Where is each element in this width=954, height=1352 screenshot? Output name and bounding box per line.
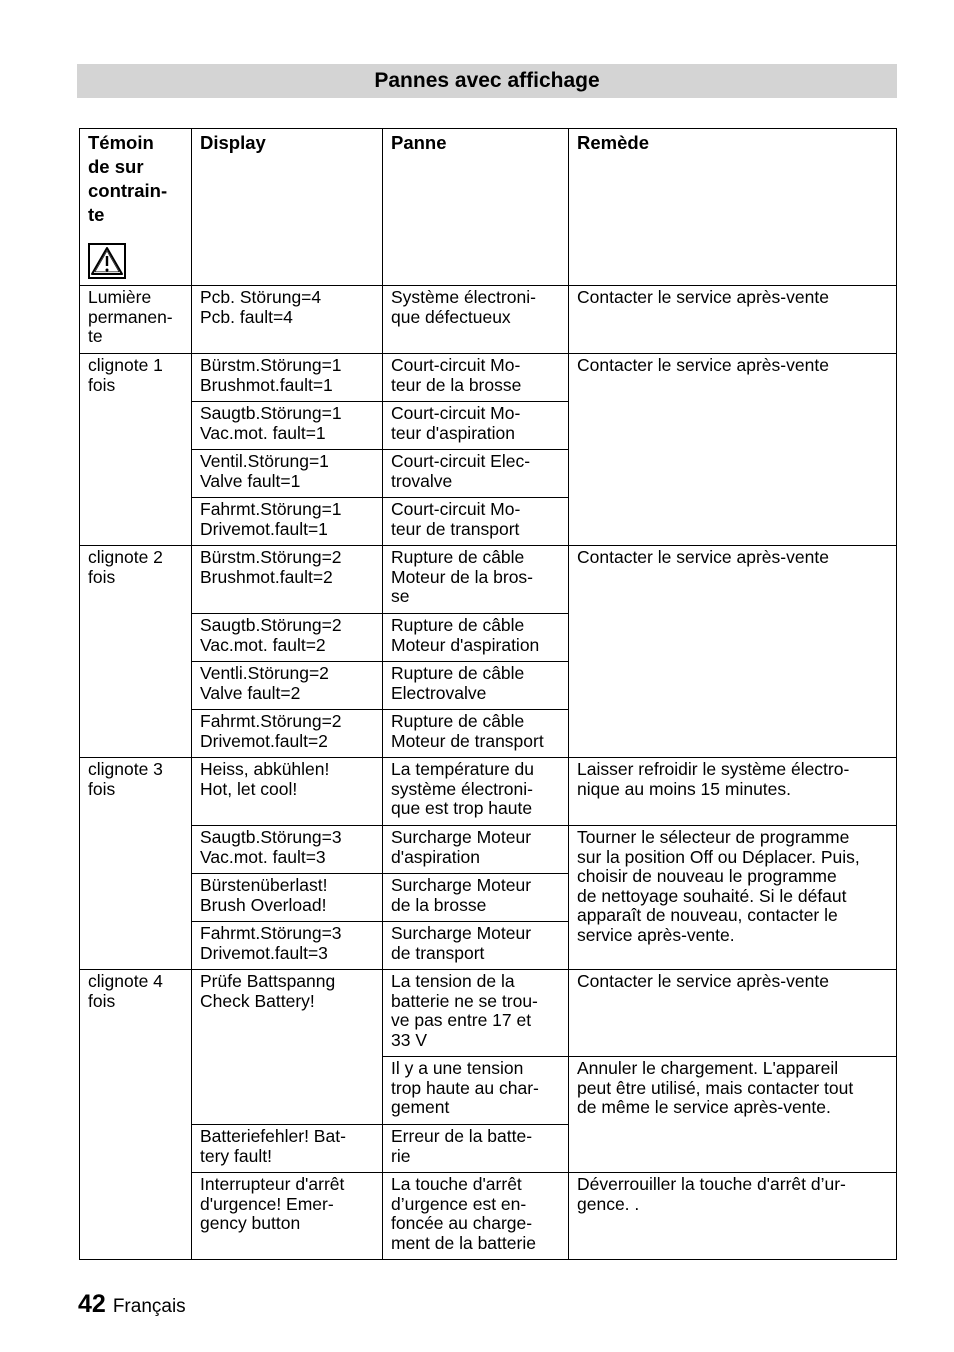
page-footer [78, 1290, 186, 1319]
table-row [80, 286, 897, 354]
panne-cell: Surcharge Moteur de transport [383, 922, 569, 970]
table-row [80, 1173, 897, 1260]
remede-cell: Contacter le service après-vente [569, 970, 897, 1057]
panne-cell: La température du système électroni- que est trop haute [383, 758, 569, 826]
panne-cell: Il y a une tension trop haute au char- gement [383, 1057, 569, 1125]
panne-cell: Court-circuit Mo- teur de transport [383, 498, 569, 546]
panne-cell: Système électroni- que défectueux [383, 286, 569, 354]
display-cell: Pcb. Störung=4 Pcb. fault=4 [192, 286, 383, 354]
remede-cell: Déverrouiller la touche d'arrêt d’ur- gence. . [569, 1173, 897, 1260]
display-cell: Saugtb.Störung=2 Vac.mot. fault=2 [192, 614, 383, 662]
display-cell: Heiss, abkühlen! Hot, let cool! [192, 758, 383, 826]
table-row [80, 758, 897, 826]
temoin-cell: clignote 2 fois [80, 546, 192, 758]
display-cell: Saugtb.Störung=1 Vac.mot. fault=1 [192, 402, 383, 450]
header-display: Display [192, 129, 383, 286]
table-row [80, 970, 897, 1057]
panne-cell: La tension de la batterie ne se trou- ve pas entre 17 et 33 V [383, 970, 569, 1057]
temoin-cell: Lumière permanen- te [80, 286, 192, 354]
display-cell: Bürstenüberlast! Brush Overload! [192, 874, 383, 922]
display-cell: Ventli.Störung=2 Valve fault=2 [192, 662, 383, 710]
display-cell: Prüfe Battspanng Check Battery! [192, 970, 383, 1125]
remede-cell: Annuler le chargement. L'appareil peut être utilisé, mais contacter tout de même le service après-vente. [569, 1057, 897, 1173]
panne-cell: Court-circuit Elec- trovalve [383, 450, 569, 498]
table-row [80, 546, 897, 614]
table-row [80, 826, 897, 874]
fault-table [79, 128, 897, 1260]
display-cell: Bürstm.Störung=2 Brushmot.fault=2 [192, 546, 383, 614]
header-panne: Panne [383, 129, 569, 286]
header-temoin [80, 129, 192, 286]
header-remede: Remède [569, 129, 897, 286]
panne-cell: Court-circuit Mo- teur d'aspiration [383, 402, 569, 450]
panne-cell: Rupture de câble Electrovalve [383, 662, 569, 710]
panne-cell: Surcharge Moteur d'aspiration [383, 826, 569, 874]
table-header-row [80, 129, 897, 286]
footer-language: Français [112, 1296, 186, 1317]
temoin-cell: clignote 1 fois [80, 354, 192, 546]
display-cell: Ventil.Störung=1 Valve fault=1 [192, 450, 383, 498]
display-cell: Batteriefehler! Bat- tery fault! [192, 1125, 383, 1173]
remede-cell: Tourner le sélecteur de programme sur la position Off ou Déplacer. Puis, choisir de nouveau le programme de nettoyage souhaité. Si le défaut apparaît de nouveau, contacter le service après-vente. [569, 826, 897, 970]
table-row [80, 354, 897, 402]
temoin-cell: clignote 3 fois [80, 758, 192, 970]
panne-cell: Court-circuit Mo- teur de la brosse [383, 354, 569, 402]
remede-cell: Contacter le service après-vente [569, 286, 897, 354]
panne-cell: La touche d'arrêt d’urgence est en- foncée au charge- ment de la batterie [383, 1173, 569, 1260]
display-cell: Interrupteur d'arrêt d'urgence! Emer- gency button [192, 1173, 383, 1260]
page-number: 42 [78, 1290, 106, 1318]
panne-cell: Rupture de câble Moteur d'aspiration [383, 614, 569, 662]
header-temoin-label: Témoin de sur contrain- te [88, 132, 168, 225]
warning-triangle-icon [88, 243, 126, 279]
section-title: Pannes avec affichage [77, 64, 897, 98]
display-cell: Fahrmt.Störung=1 Drivemot.fault=1 [192, 498, 383, 546]
remede-cell: Laisser refroidir le système électro- nique au moins 15 minutes. [569, 758, 897, 826]
display-cell: Saugtb.Störung=3 Vac.mot. fault=3 [192, 826, 383, 874]
temoin-cell: clignote 4 fois [80, 970, 192, 1260]
panne-cell: Rupture de câble Moteur de la bros- se [383, 546, 569, 614]
display-cell: Fahrmt.Störung=2 Drivemot.fault=2 [192, 710, 383, 758]
panne-cell: Rupture de câble Moteur de transport [383, 710, 569, 758]
display-cell: Bürstm.Störung=1 Brushmot.fault=1 [192, 354, 383, 402]
panne-cell: Surcharge Moteur de la brosse [383, 874, 569, 922]
display-cell: Fahrmt.Störung=3 Drivemot.fault=3 [192, 922, 383, 970]
remede-cell: Contacter le service après-vente [569, 546, 897, 758]
panne-cell: Erreur de la batte- rie [383, 1125, 569, 1173]
remede-cell: Contacter le service après-vente [569, 354, 897, 546]
